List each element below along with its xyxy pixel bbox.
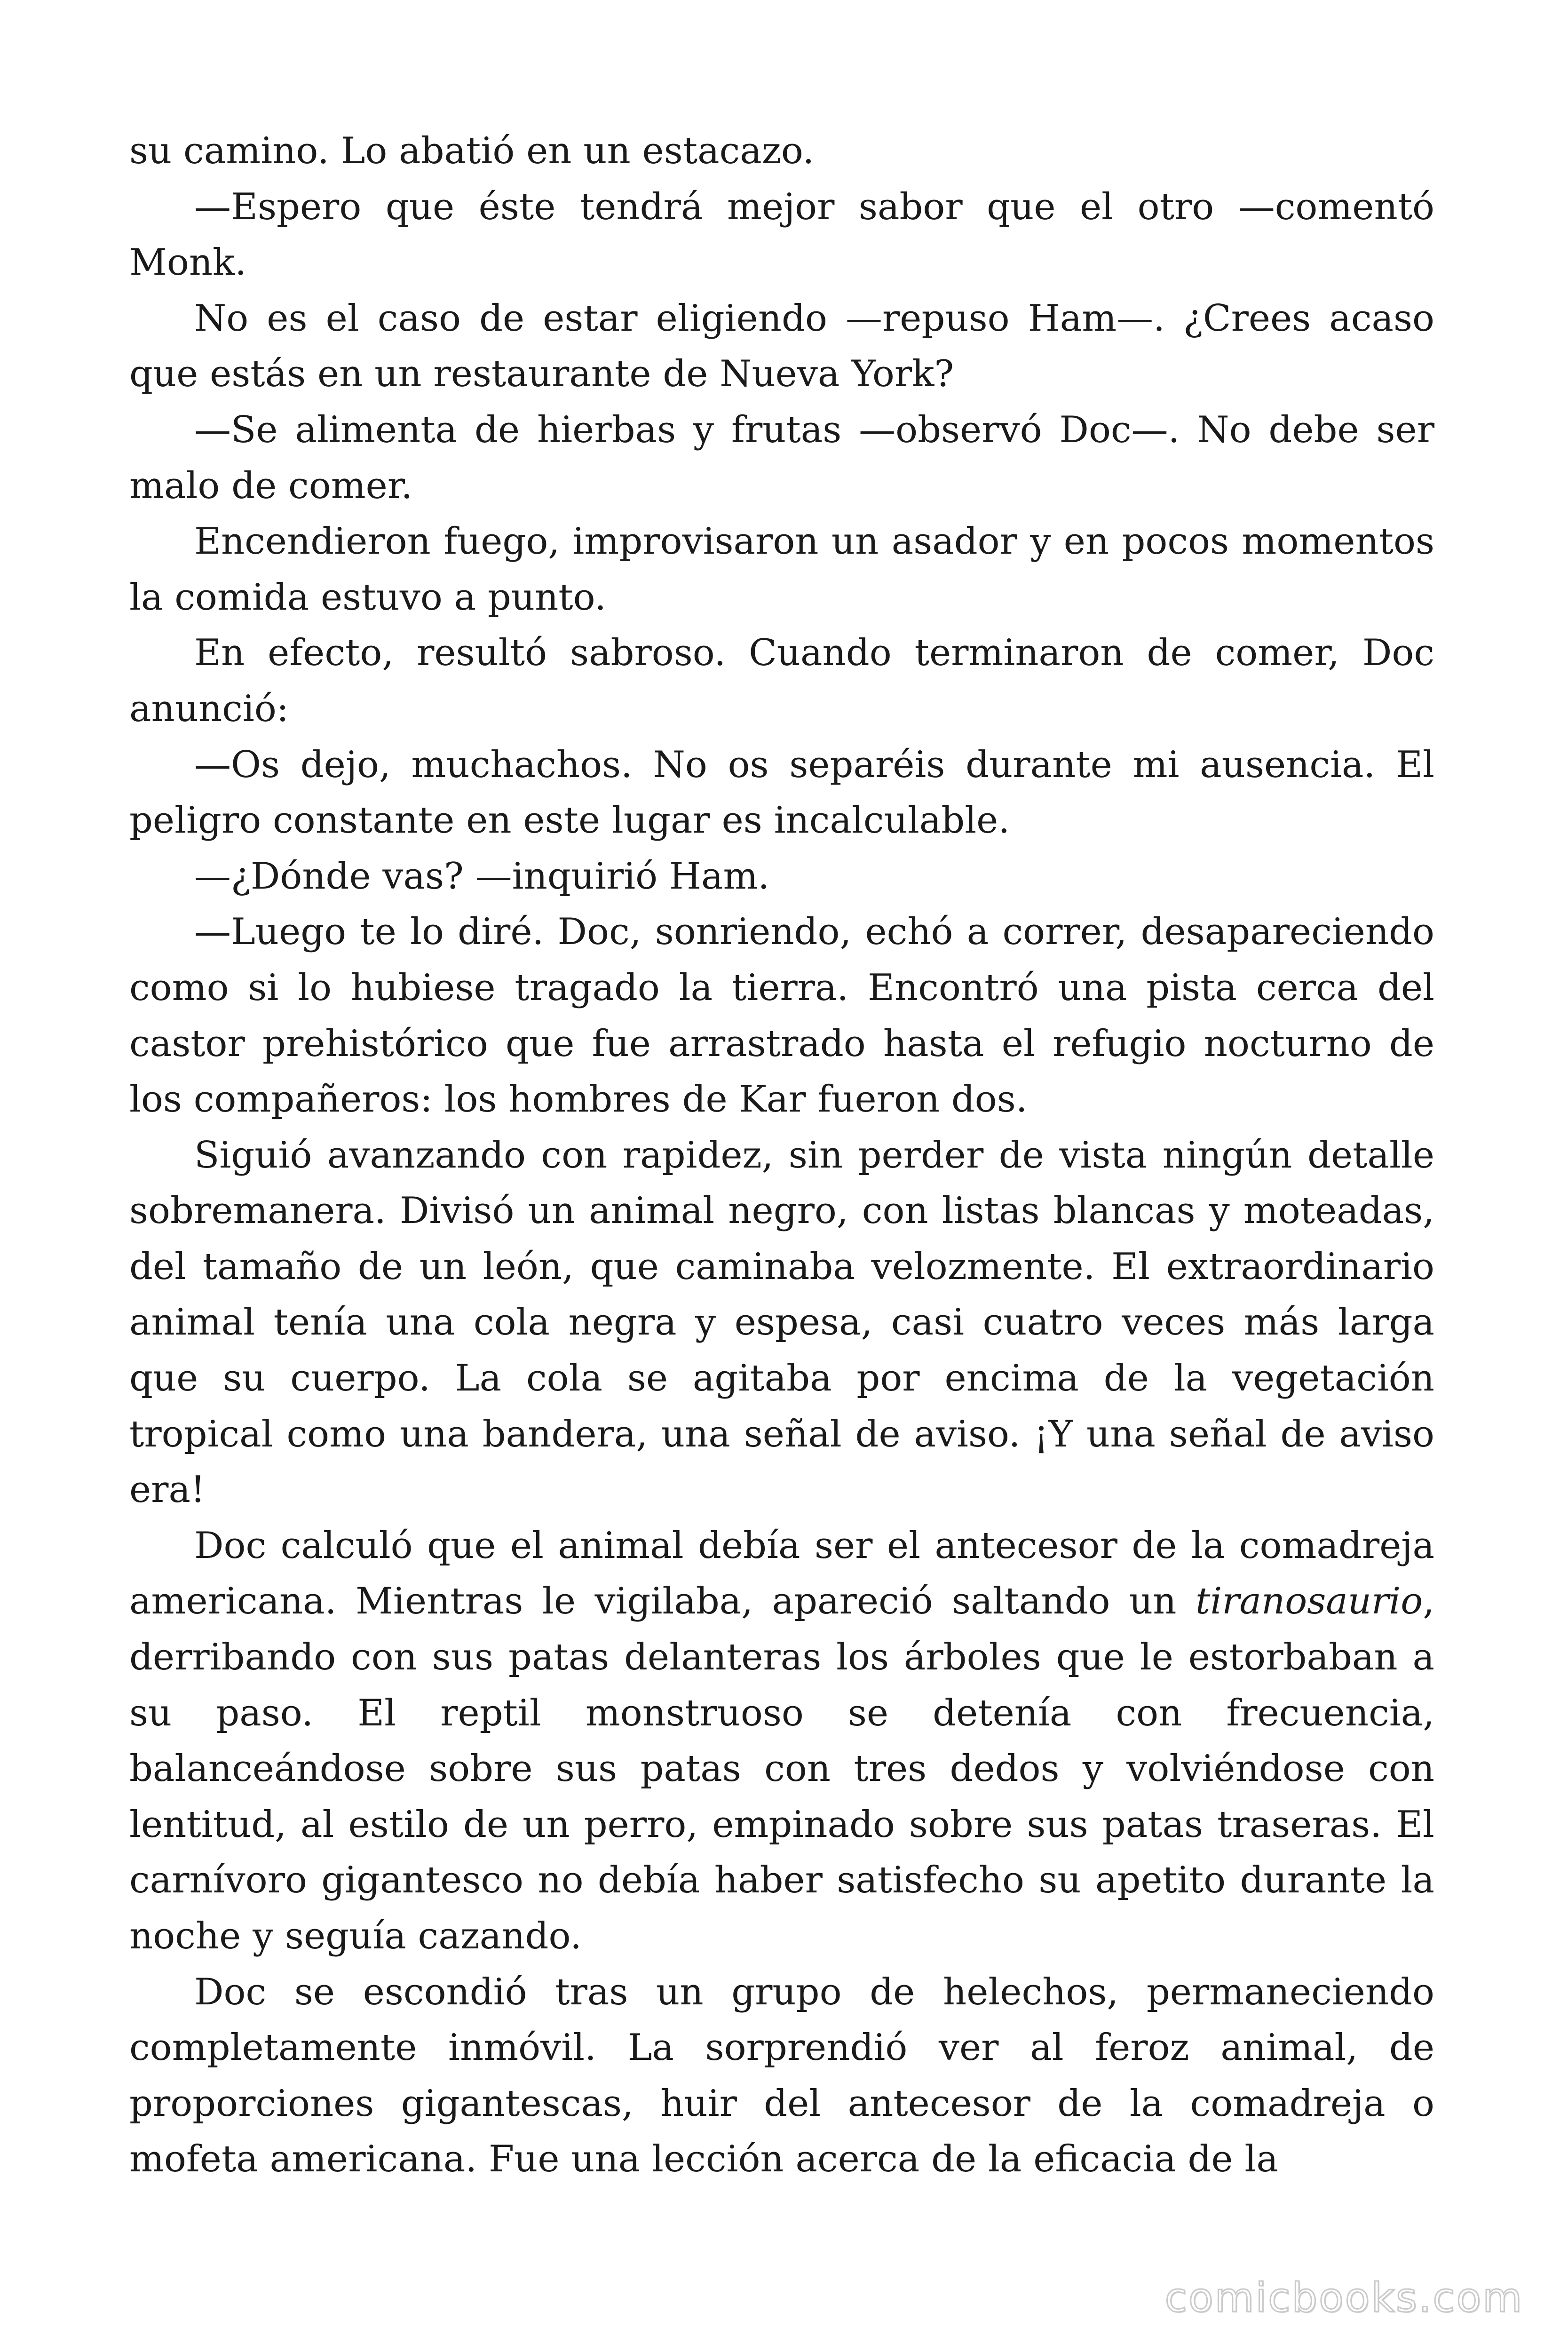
paragraph [129, 179, 1434, 291]
text-run: su camino. Lo abatió en un estacazo. [129, 130, 815, 172]
text-run: Doc calculó que el animal debía ser el antecesor de la comadreja americana. Mientras le vigilaba, apareció saltando un [129, 1524, 1434, 1623]
text-run: —Os dejo, muchachos. No os separéis durante mi ausencia. El peligro constante en este lugar es incalculable. [129, 743, 1434, 842]
italic-text-run: tiranosaurio [1195, 1580, 1423, 1623]
text-run: Siguió avanzando con rapidez, sin perder de vista ningún detalle sobremanera. Divisó un animal negro, con listas blancas y moteadas, del tamaño de un león, que caminaba velozmente. El extraordinario animal tenía una cola negra y espesa, casi cuatro veces más larga que su cuerpo. La cola se agitaba por encima de la vegetación tropical como una bandera, una señal de aviso. ¡Y una señal de aviso era! [129, 1134, 1434, 1511]
watermark: comicbooks.com [1164, 2274, 1523, 2321]
paragraph [129, 123, 1434, 179]
text-run: —Espero que éste tendrá mejor sabor que el otro —comentó Monk. [129, 185, 1434, 284]
paragraph [129, 291, 1434, 402]
paragraph [129, 1964, 1434, 2187]
text-run: En efecto, resultó sabroso. Cuando terminaron de comer, Doc anunció: [129, 632, 1434, 730]
body-text [129, 123, 1434, 2187]
text-run: —Se alimenta de hierbas y frutas —observó Doc—. No debe ser malo de comer. [129, 408, 1434, 507]
paragraph [129, 514, 1434, 625]
text-run: —Luego te lo diré. Doc, sonriendo, echó a correr, desapareciendo como si lo hubiese tragado la tierra. Encontró una pista cerca del castor prehistórico que fue arrastrado hasta el refugio nocturno de los compañeros: los hombres de Kar fueron dos. [129, 911, 1434, 1121]
paragraph [129, 849, 1434, 905]
paragraph [129, 1518, 1434, 1964]
text-run: —¿Dónde vas? —inquirió Ham. [194, 855, 770, 898]
paragraph [129, 904, 1434, 1127]
text-run: Encendieron fuego, improvisaron un asador y en pocos momentos la comida estuvo a punto. [129, 520, 1434, 619]
text-run: No es el caso de estar eligiendo —repuso Ham—. ¿Crees acaso que estás en un restaurante de Nueva York? [129, 297, 1434, 396]
paragraph [129, 1128, 1434, 1518]
text-run: , derribando con sus patas delanteras los árboles que le estorbaban a su paso. El reptil monstruoso se detenía con frecuencia, balanceándose sobre sus patas con tres dedos y volviéndose con lentitud, al estilo de un perro, empinado sobre sus patas traseras. El carnívoro gigantesco no debía haber satisfecho su apetito durante la noche y seguía cazando. [129, 1580, 1434, 1957]
text-run: Doc se escondió tras un grupo de helechos, permaneciendo completamente inmóvil. La sorprendió ver al feroz animal, de proporciones gigantescas, huir del antecesor de la comadreja o mofeta americana. Fue una lección acerca de la eficacia de la [129, 1971, 1434, 2181]
paragraph [129, 402, 1434, 514]
paragraph [129, 737, 1434, 849]
paragraph [129, 625, 1434, 737]
